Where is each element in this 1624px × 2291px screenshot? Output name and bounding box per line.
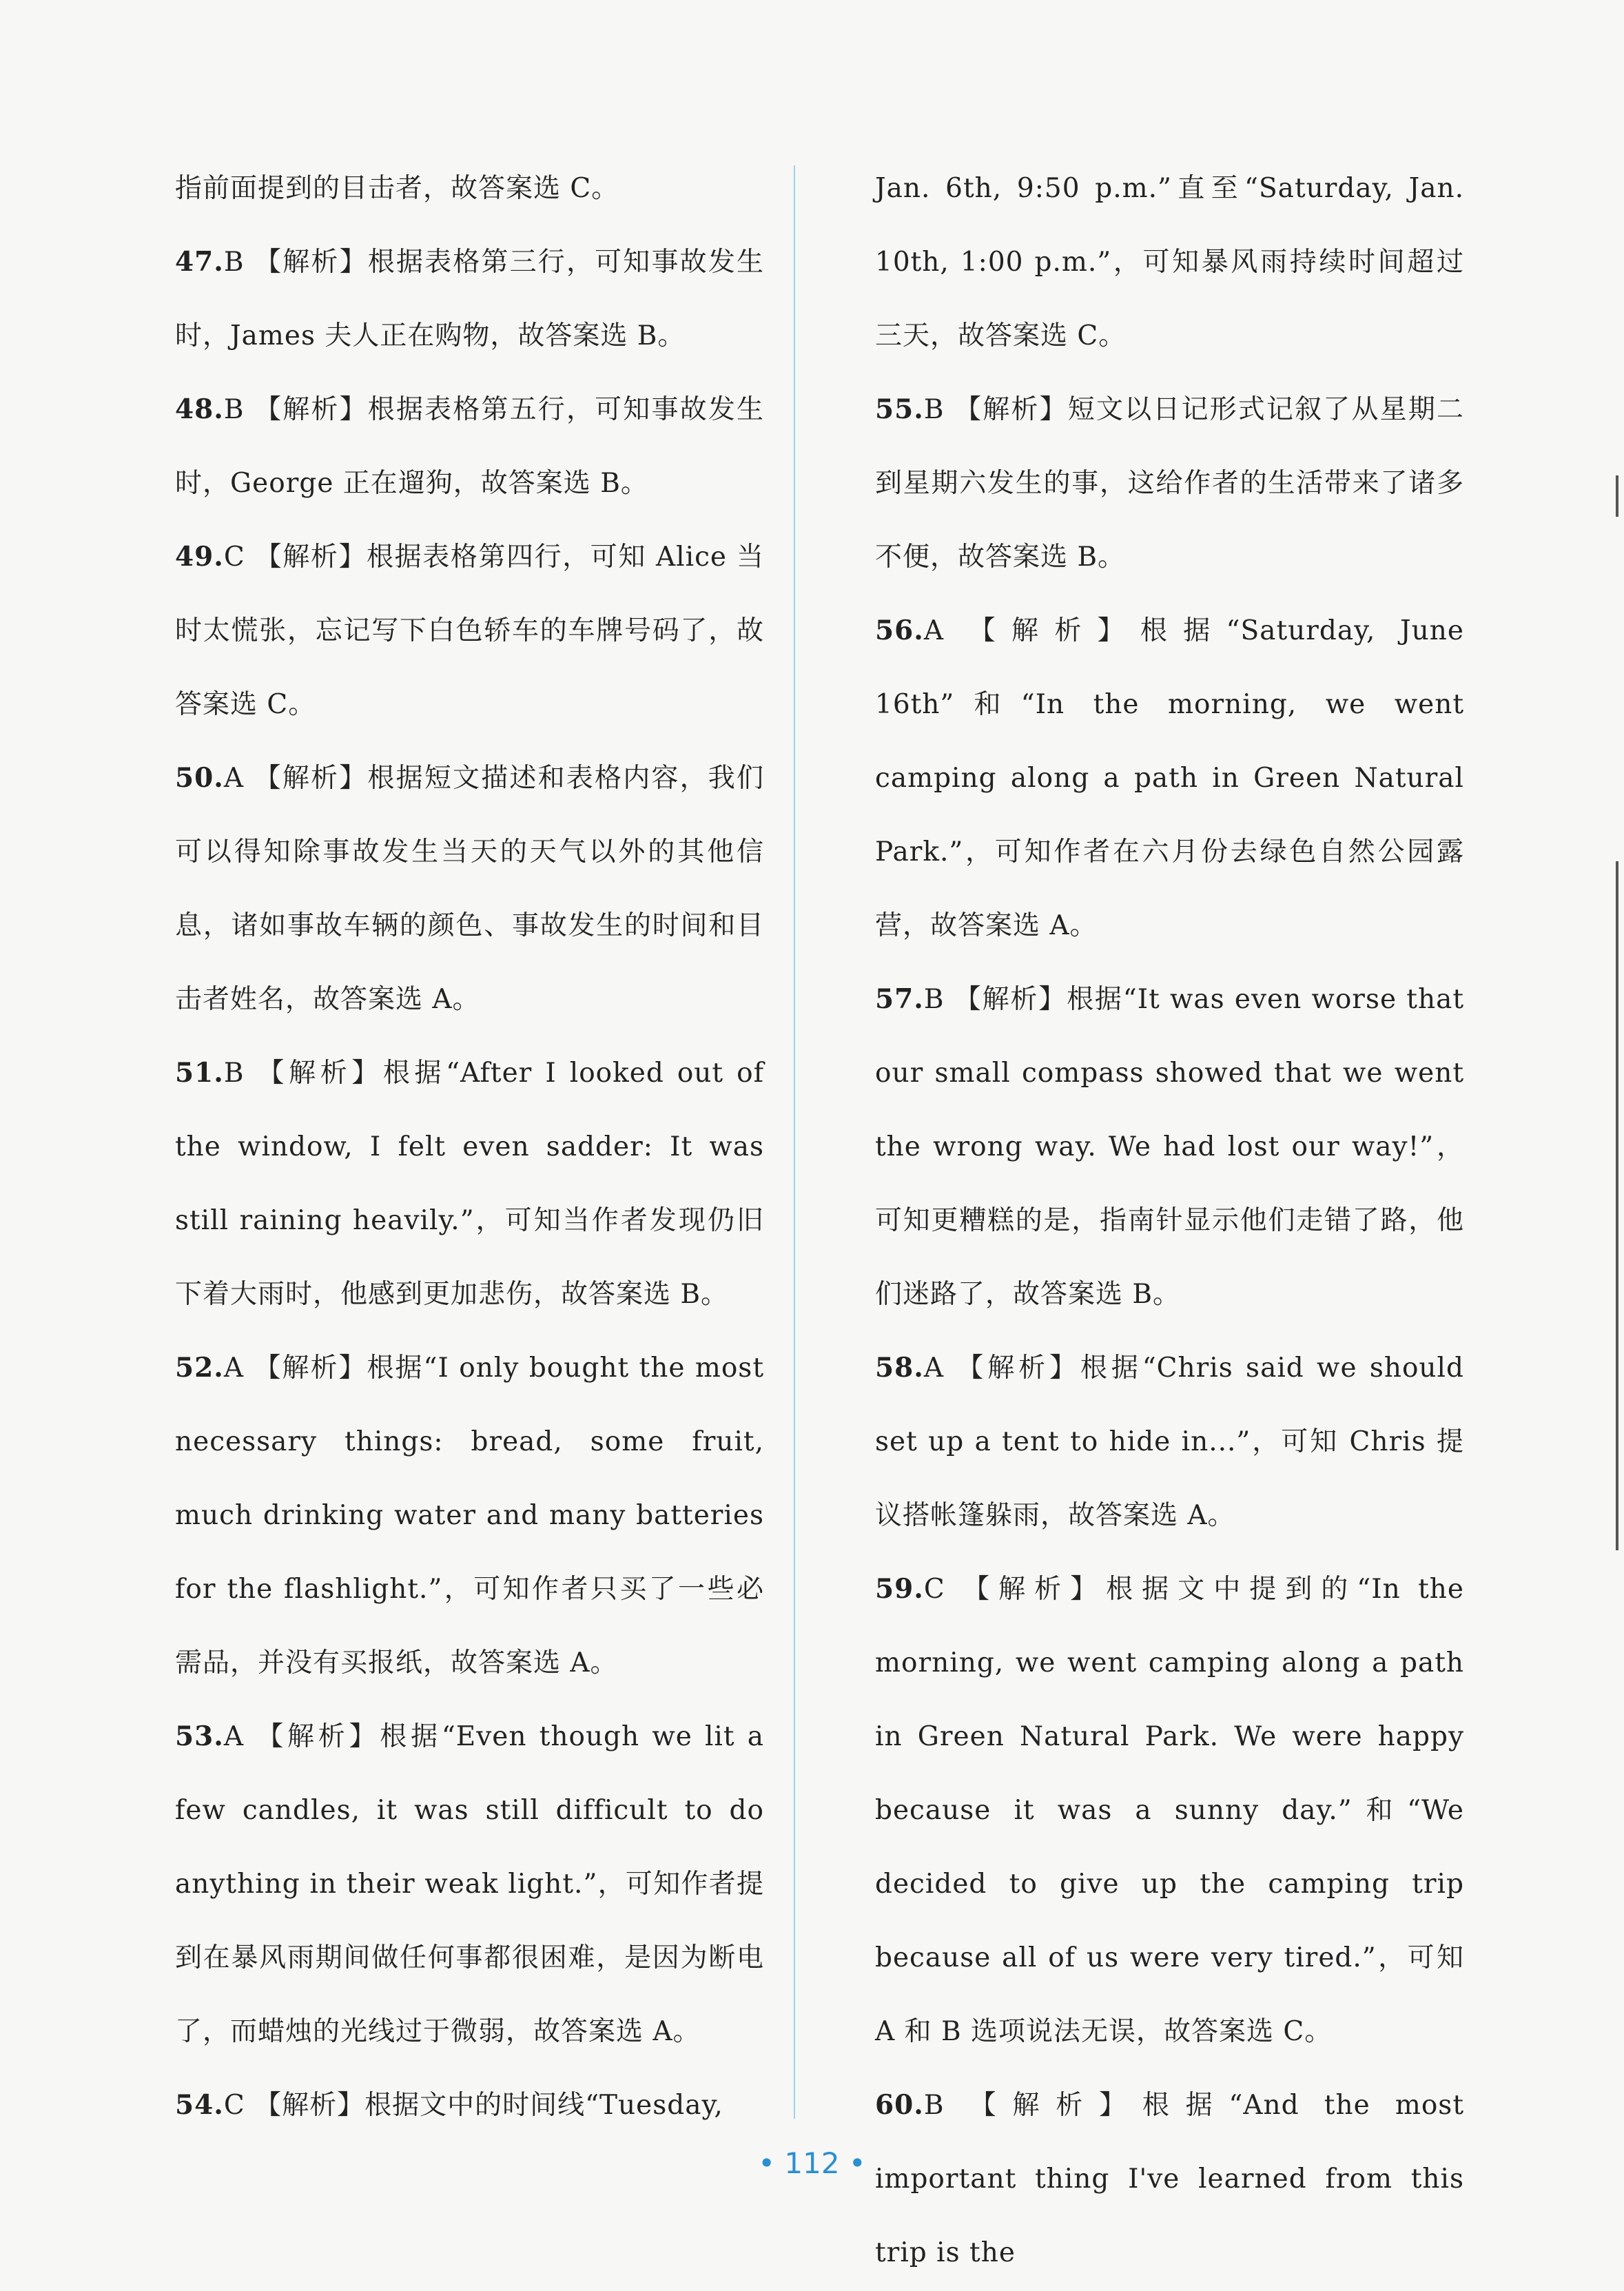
- question-number: 54.: [175, 2089, 224, 2121]
- answer-text: B 【解析】根据“It was even worse that our small compass showed that we went the wrong way. We had lost our way!”，可知更糟糕的是，指南针显示他们走错了路，他们迷路了，故答案选 B。: [875, 984, 1464, 1310]
- scan-edge-mark: [1616, 861, 1618, 1550]
- answer-text: A 【解析】根据“Chris said we should set up a tent to hide in...”，可知 Chris 提议搭帐篷躲雨，故答案选 A。: [875, 1353, 1464, 1531]
- answer-item: [875, 594, 1464, 963]
- answer-text: C 【解析】根据文中的时间线“Tuesday,: [223, 2090, 723, 2121]
- question-number: 59.: [875, 1573, 924, 1605]
- answer-item: [175, 520, 764, 741]
- answer-item: [175, 225, 764, 373]
- answer-item: [175, 1331, 764, 1700]
- answer-text: A 【解析】根据“Saturday, June 16th”和“In the morning, we went camping along a path in Green Natural Park.”，可知作者在六月份去绿色自然公园露营，故答案选 A。: [875, 615, 1464, 941]
- question-number: 50.: [175, 762, 224, 794]
- answer-text: B 【解析】根据表格第五行，可知事故发生时，George 正在遛狗，故答案选 B。: [175, 394, 764, 499]
- answer-item: [875, 1552, 1464, 2068]
- answer-text: C 【解析】根据表格第四行，可知 Alice 当时太慌张，忘记写下白色轿车的车牌号码了，故答案选 C。: [175, 542, 764, 720]
- answer-item: [175, 1700, 764, 2068]
- answer-item: [175, 1036, 764, 1331]
- answer-continuation: 指前面提到的目击者，故答案选 C。: [175, 173, 619, 204]
- question-number: 60.: [875, 2089, 924, 2121]
- answer-text: C 【解析】根据文中提到的“In the morning, we went camping along a path in Green Natural Park. We were happy because it was a sunny day.”和“We decided to give up the camping trip because all of us were very tired.”，可知 A 和 B 选项说法无误，故答案选 C。: [875, 1574, 1464, 2047]
- answer-item: [175, 2068, 764, 2142]
- question-number: 53.: [175, 1720, 224, 1752]
- answer-text: A 【解析】根据“Even though we lit a few candles, it was still difficult to do anything in their weak light.”，可知作者提到在暴风雨期间做任何事都很困难，是因为断电了，而蜡烛的光线过于微弱，故答案选 A。: [175, 1721, 764, 2047]
- answer-item: [875, 963, 1464, 1331]
- question-number: 58.: [875, 1352, 924, 1384]
- question-number: 49.: [175, 541, 224, 573]
- question-number: 48.: [175, 393, 224, 425]
- answer-text: A 【解析】根据短文描述和表格内容，我们可以得知除事故发生当天的天气以外的其他信息，诸如事故车辆的颜色、事故发生的时间和目击者姓名，故答案选 A。: [175, 763, 764, 1015]
- answer-text: B 【解析】根据“And the most important thing I've learned from this trip is the: [875, 2090, 1464, 2268]
- question-number: 57.: [875, 983, 924, 1015]
- answer-text: B 【解析】根据表格第三行，可知事故发生时，James 夫人正在购物，故答案选 B。: [175, 247, 764, 351]
- page-number: • 112 •: [758, 2146, 866, 2180]
- question-number: 56.: [875, 615, 924, 646]
- left-column: [175, 152, 764, 2142]
- column-divider: [794, 165, 795, 2119]
- answer-continuation: Jan. 6th, 9:50 p.m.”直至“Saturday, Jan. 10th, 1:00 p.m.”，可知暴风雨持续时间超过三天，故答案选 C。: [875, 173, 1464, 351]
- answer-item: [875, 373, 1464, 594]
- question-number: 51.: [175, 1057, 224, 1089]
- question-number: 55.: [875, 393, 924, 425]
- question-number: 52.: [175, 1352, 224, 1384]
- answer-text: A 【解析】根据“I only bought the most necessary things: bread, some fruit, much drinking water and many batteries for the flashlight.”，可知作者只买了一些必需品，并没有买报纸，故答案选 A。: [175, 1353, 764, 1678]
- right-column: [875, 152, 1464, 2290]
- answer-item: [175, 373, 764, 520]
- answer-item: [875, 1331, 1464, 1552]
- answer-text: B 【解析】短文以日记形式记叙了从星期二到星期六发生的事，这给作者的生活带来了诸多不便，故答案选 B。: [875, 394, 1464, 573]
- answer-text: B 【解析】根据“After I looked out of the window, I felt even sadder: It was still raining heavily.”，可知当作者发现仍旧下着大雨时，他感到更加悲伤，故答案选 B。: [175, 1058, 764, 1310]
- answer-item: [175, 741, 764, 1036]
- question-number: 47.: [175, 246, 224, 278]
- scan-edge-mark: [1616, 475, 1618, 517]
